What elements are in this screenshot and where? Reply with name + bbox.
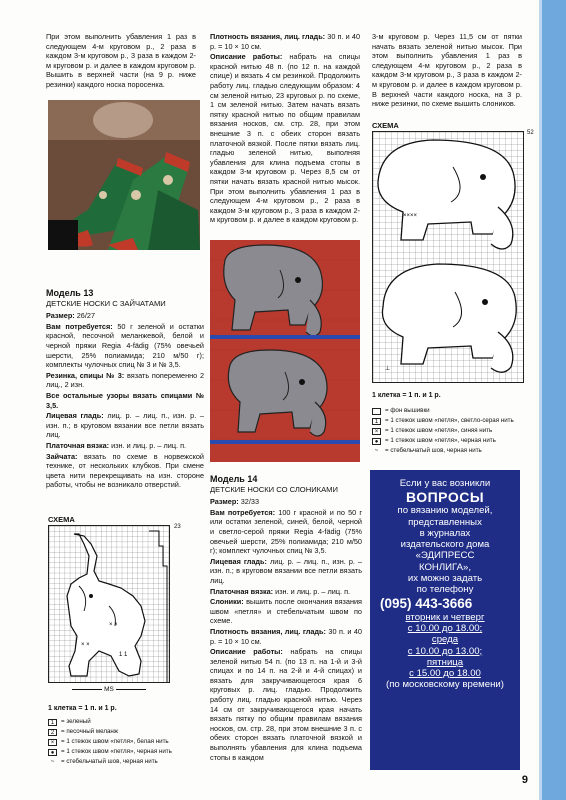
promo-note: (по московскому времени) bbox=[386, 679, 504, 691]
socks-bunnies-photo bbox=[48, 100, 200, 250]
model-13-bunnies: Зайчата: вязать по схеме в норвежской технике, от нескольких клубков. При смене цвета нити перекрещивать на изн. стороне работы, чтобы не возникало отверстий. bbox=[46, 451, 204, 490]
col3-top bbox=[372, 32, 522, 110]
legend-2-item: 1 = 1 стежок швом «петля», светло-серая нить bbox=[372, 416, 532, 426]
model-13-title: Модель 13 bbox=[46, 288, 94, 298]
model-13-stockinette: Лицевая гладь: лиц. р. – лиц. п., изн. р. – изн. п.; в круговом вязании все петли вязать лиц. bbox=[46, 411, 204, 440]
legend-2-item: = фон вышивки bbox=[372, 406, 532, 416]
model-13-size: Размер: 26/27 bbox=[46, 311, 96, 321]
schema-1-ms-marker: MS bbox=[48, 686, 170, 696]
model-13-patterns-note: Все остальные узоры вязать спицами № 3,5. bbox=[46, 390, 204, 410]
svg-text:××××: ×××× bbox=[403, 213, 418, 219]
promo-phone: (095) 443-3666 bbox=[380, 595, 473, 611]
svg-text:× ×: × × bbox=[109, 622, 118, 628]
model-13-subtitle: ДЕТСКИЕ НОСКИ С ЗАЙЧАТАМИ bbox=[46, 298, 166, 308]
model-14-work-cont: 3-м круговом р. Через 11,5 см от пятки начать вязать зеленой нитью мысок. При этом выполнить убавления 1 раз в следующем 4-м круговом р., 2 раза в каждом 3-м круговом р., 3 раза в каждом 2-м круговом р. и далее в каждом круговом р. В верхней части каждого носка, на 3 р. ниже резинки, по схеме вышить слоников. bbox=[372, 32, 522, 109]
model-14-work: Описание работы: набрать на спицы зеленой нитью 54 п. (по 13 п. на 1-й и 3-й спицах и по 14 п. на 2-й и 4-й спицах) и вязать для закручивающегося края 6 круговых р. лиц. гладью. Продолжить работу лиц. гладью красной нитью. Через 14 см от закручивающегося края начать вязать пятку по общим правилам вязания носков, см. стр. 28, при этом внешние 3 п. с обеих сторон вязать платочной вязкой и выполнять убавления для клина подъема стопы в каждом bbox=[210, 647, 362, 762]
model-14-size: Размер: 32/33 bbox=[210, 497, 260, 507]
model-14-stockinette: Лицевая гладь: лиц. р. – лиц. п., изн. р. – изн. п.; в круговом вязании все петли вязать лиц. bbox=[210, 556, 363, 585]
schema-1-title: СХЕМА bbox=[48, 515, 75, 524]
legend-2-item: ~ = стебельчатый шов, черная нить bbox=[374, 447, 482, 454]
model-13-garter: Платочная вязка: изн. и лиц. р. – лиц. п. bbox=[46, 440, 187, 450]
legend-1-item: × = 1 стежок швом «петля», белая нить bbox=[48, 737, 208, 747]
promo-line: по вязанию моделей, bbox=[397, 505, 493, 517]
elephant-socks-photo bbox=[210, 240, 360, 462]
promo-line: издательского дома bbox=[400, 539, 490, 551]
model-13-rib: Резинка, спицы № 3: вязать попеременно 2 лиц., 2 изн. bbox=[46, 370, 205, 390]
svg-text:1 1: 1 1 bbox=[119, 652, 128, 658]
model-13-materials: Вам потребуется: 50 г зеленой и остатки красной, песочной меланжевой, белой и черной пряжи Regia 4-fädig (75% овечьей шерсти, 25% полиамида; 210 м/50 г); комплекты чулочных спиц № 3 и № 3,5. bbox=[46, 321, 205, 370]
model-14-materials: Вам потребуется: 100 г красной и по 50 г или остатки зеленой, синей, белой, черной и светло-серой пряжи Regia 4-fädig (75% овечьей шерсти, 25% полиамида; 210 м/50 г); комплект чулочных спиц № 3,5. bbox=[210, 507, 363, 556]
svg-text:× ×: × × bbox=[81, 642, 90, 648]
svg-text:⊥: ⊥ bbox=[385, 366, 391, 372]
schema-1-chart bbox=[48, 525, 170, 683]
schema-2-cell-label: 1 клетка = 1 п. и 1 р. bbox=[372, 392, 441, 399]
promo-line: Если у вас возникли bbox=[399, 478, 491, 489]
schema-2-chart bbox=[372, 131, 524, 383]
promo-heading: ВОПРОСЫ bbox=[405, 489, 485, 506]
legend-1-item: ● = 1 стежок швом «петля», черная нить bbox=[48, 747, 208, 757]
promo-line: представленных bbox=[408, 516, 482, 528]
legend-2-item: × = 1 стежок швом «петля», синяя нить bbox=[372, 426, 532, 436]
schema-2-legend bbox=[372, 406, 532, 456]
col1-body bbox=[46, 287, 204, 491]
promo-day: среда bbox=[431, 634, 459, 646]
intro-text: При этом выполнить убавления 1 раз в следующем 4-м круговом р., 2 раза в каждом 3-м круговом р., 3 раза в каждом 2-м круговом р. и далее в каждом круговом р. Вышить в верхней части (на 9 р. ниже резинки) каждого носка поросенка. bbox=[46, 32, 196, 89]
legend-2-item: ● = 1 стежок швом «петля», черная нить bbox=[372, 436, 532, 446]
page-number: 9 bbox=[521, 774, 528, 786]
model-13-density: Плотность вязания, лиц. гладь: 30 п. и 40 р. = 10 × 10 см. bbox=[210, 32, 360, 51]
promo-line: их можно задать bbox=[407, 573, 483, 585]
legend-1-item: 2 = песочный меланж bbox=[48, 727, 208, 737]
schema-1-legend bbox=[48, 717, 208, 767]
legend-1-item: ~ = стебельчатый шов, черная нить bbox=[50, 758, 158, 765]
promo-time: с 10.00 до 18.00; bbox=[407, 622, 483, 634]
schema-1-cell-label: 1 клетка = 1 п. и 1 р. bbox=[48, 705, 117, 712]
col2-top bbox=[210, 32, 360, 226]
questions-promo-box bbox=[370, 470, 520, 770]
schema-2-title: СХЕМА bbox=[372, 121, 399, 130]
col2-model14 bbox=[210, 473, 362, 763]
promo-line: КОНЛИГА», bbox=[418, 561, 471, 573]
promo-line: по телефону bbox=[416, 584, 474, 596]
model-13-work: Описание работы: набрать на спицы красной нитью 48 п. (по 12 п. на каждой спице) и вязать 4 см резинкой. Продолжить работу лиц. гладью следующим образом: 4 см зеленой нитью, 23 круговых р. по схеме, 1 см зеленой нитью. Затем начать вязать пятку красной нитью по общим правилам вязания носков, см. стр. 28, при этом внешние 3 п. с обеих сторон вязать платочной вязкой. После пятки вязать лиц. гладью зеленой нитью, выполняя убавления для клина подъема стопы в каждом 3-м круговом р. Через 8,5 см от пятки начать вязать красной нитью мысок. При этом выполнить убавления 1 раз в следующем 4-м круговом р., 2 раза в каждом 3-м круговом р., 3 раза в каждом 2-м круговом р. и далее в каждом круговом р. bbox=[210, 52, 360, 225]
schema-1-row-count: 23 bbox=[174, 524, 181, 530]
page-edge-band bbox=[542, 0, 566, 800]
model-14-garter: Платочная вязка: изн. и лиц. р. – лиц. п. bbox=[210, 586, 351, 596]
schema-2-row-count: 52 bbox=[527, 130, 534, 136]
promo-time: с 15.00 до 18.00 bbox=[409, 668, 481, 680]
legend-1-item: 1 = зеленый bbox=[48, 717, 208, 727]
model-14-elephants: Слоники: вышить после окончания вязания швом «петля» и стебельчатым швом по схеме. bbox=[210, 597, 362, 626]
promo-line: в журналах bbox=[419, 527, 471, 539]
col1-intro bbox=[46, 32, 196, 91]
promo-day: пятница bbox=[426, 656, 464, 668]
promo-day: вторник и четверг bbox=[405, 611, 485, 623]
model-14-density: Плотность вязания, лиц. гладь: 30 п. и 40 р. = 10 × 10 см. bbox=[210, 626, 362, 646]
model-14-subtitle: ДЕТСКИЕ НОСКИ СО СЛОНИКАМИ bbox=[210, 484, 338, 494]
promo-time: с 10.00 до 13.00; bbox=[407, 645, 483, 657]
promo-line: «ЭДИПРЕСС bbox=[415, 550, 475, 562]
model-14-title: Модель 14 bbox=[210, 474, 258, 484]
